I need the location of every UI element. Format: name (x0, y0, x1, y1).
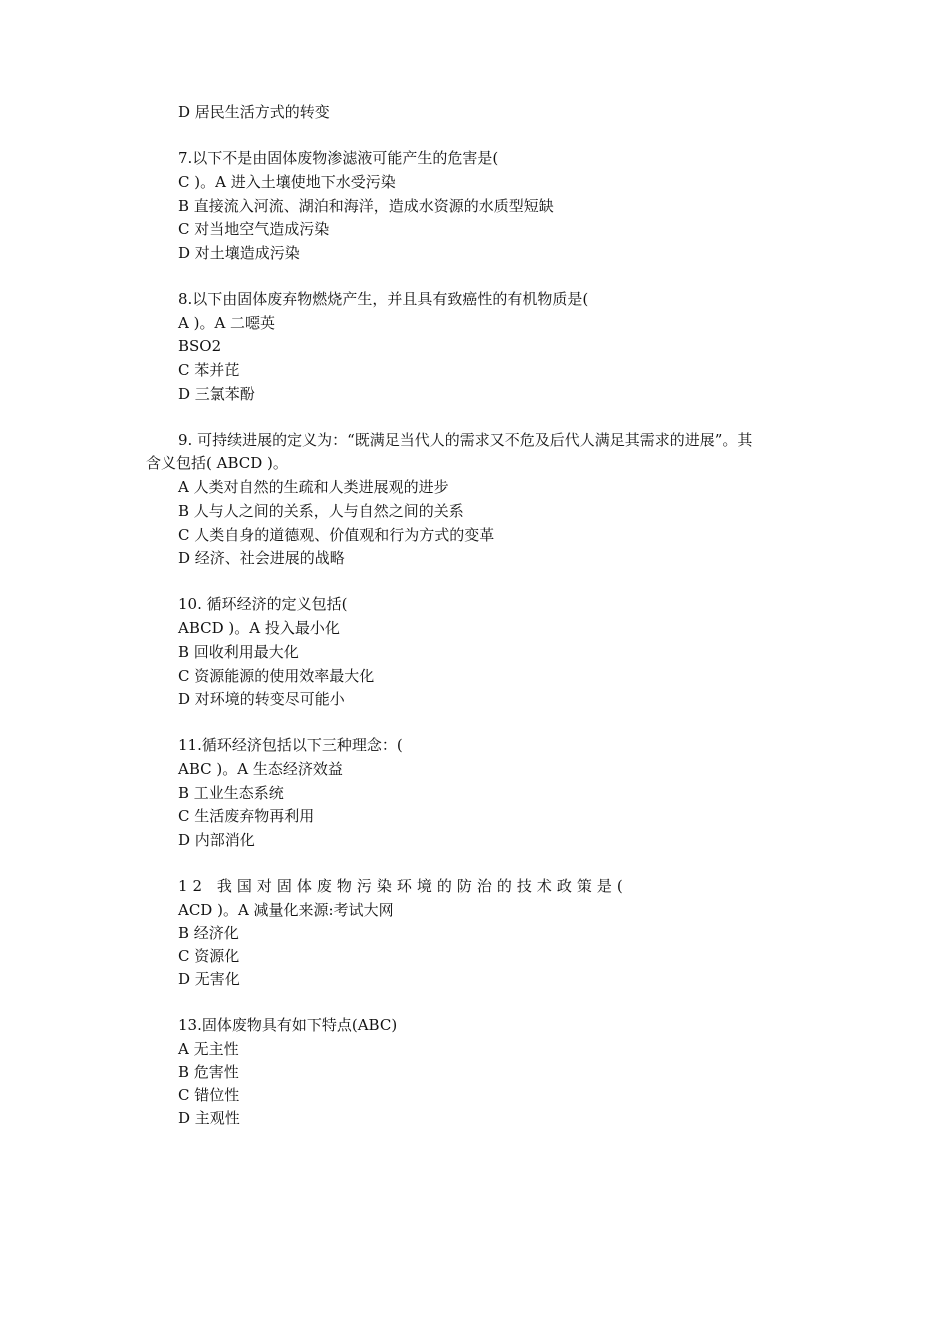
option-c-q10: C 资源能源的使用效率最大化 (178, 667, 375, 685)
answer-q10: ABCD )。A 投入最小化 (178, 619, 340, 637)
option-b-q13: B 危害性 (178, 1063, 239, 1081)
question-13: 13.固体废物具有如下特点(ABC) (178, 1016, 398, 1034)
option-a-q13: A 无主性 (178, 1040, 239, 1058)
option-b-q7: B 直接流入河流、湖泊和海洋，造成水资源的水质型短缺 (178, 197, 554, 215)
option-d-q8: D 三氯苯酚 (178, 385, 255, 403)
question-11: 11.循环经济包括以下三种理念：( (178, 736, 403, 754)
option-d-q7: D 对土壤造成污染 (178, 244, 300, 262)
question-7: 7.以下不是由固体废物渗滤液可能产生的危害是( (178, 149, 499, 167)
answer-q7: C )。A 进入土壤使地下水受污染 (178, 173, 396, 191)
option-b-q8: BSO2 (178, 337, 222, 355)
answer-q8: A )。A 二噁英 (178, 314, 276, 332)
option-c-q9: C 人类自身的道德观、价值观和行为方式的变革 (178, 526, 495, 544)
option-d-q13: D 主观性 (178, 1109, 240, 1127)
question-9-continued: 含义包括( ABCD )。 (146, 454, 288, 472)
question-8: 8.以下由固体废弃物燃烧产生，并且具有致癌性的有机物质是( (178, 290, 589, 308)
question-9: 9. 可持续进展的定义为：“既满足当代人的需求又不危及后代人满足其需求的进展”。其 (178, 431, 753, 449)
option-c-q12: C 资源化 (178, 947, 240, 965)
option-c-q11: C 生活废弃物再利用 (178, 807, 315, 825)
option-a-q9: A 人类对自然的生疏和人类进展观的进步 (178, 478, 449, 496)
option-d-q6: D 居民生活方式的转变 (178, 103, 330, 121)
option-b-q10: B 回收利用最大化 (178, 643, 299, 661)
option-b-q11: B 工业生态系统 (178, 784, 284, 802)
option-c-q8: C 苯并芘 (178, 361, 240, 379)
answer-q11: ABC )。A 生态经济效益 (178, 760, 343, 778)
question-12: 12 我国对固体废物污染环境的防治的技术政策是( (178, 877, 628, 895)
option-c-q13: C 错位性 (178, 1086, 240, 1104)
option-d-q9: D 经济、社会进展的战略 (178, 549, 345, 567)
answer-q12: ACD )。A 减量化来源:考试大网 (178, 901, 394, 919)
option-d-q10: D 对环境的转变尽可能小 (178, 690, 345, 708)
option-d-q11: D 内部消化 (178, 831, 255, 849)
option-d-q12: D 无害化 (178, 970, 240, 988)
question-10: 10. 循环经济的定义包括( (178, 595, 348, 613)
option-c-q7: C 对当地空气造成污染 (178, 220, 330, 238)
option-b-q12: B 经济化 (178, 924, 239, 942)
option-b-q9: B 人与人之间的关系，人与自然之间的关系 (178, 502, 464, 520)
